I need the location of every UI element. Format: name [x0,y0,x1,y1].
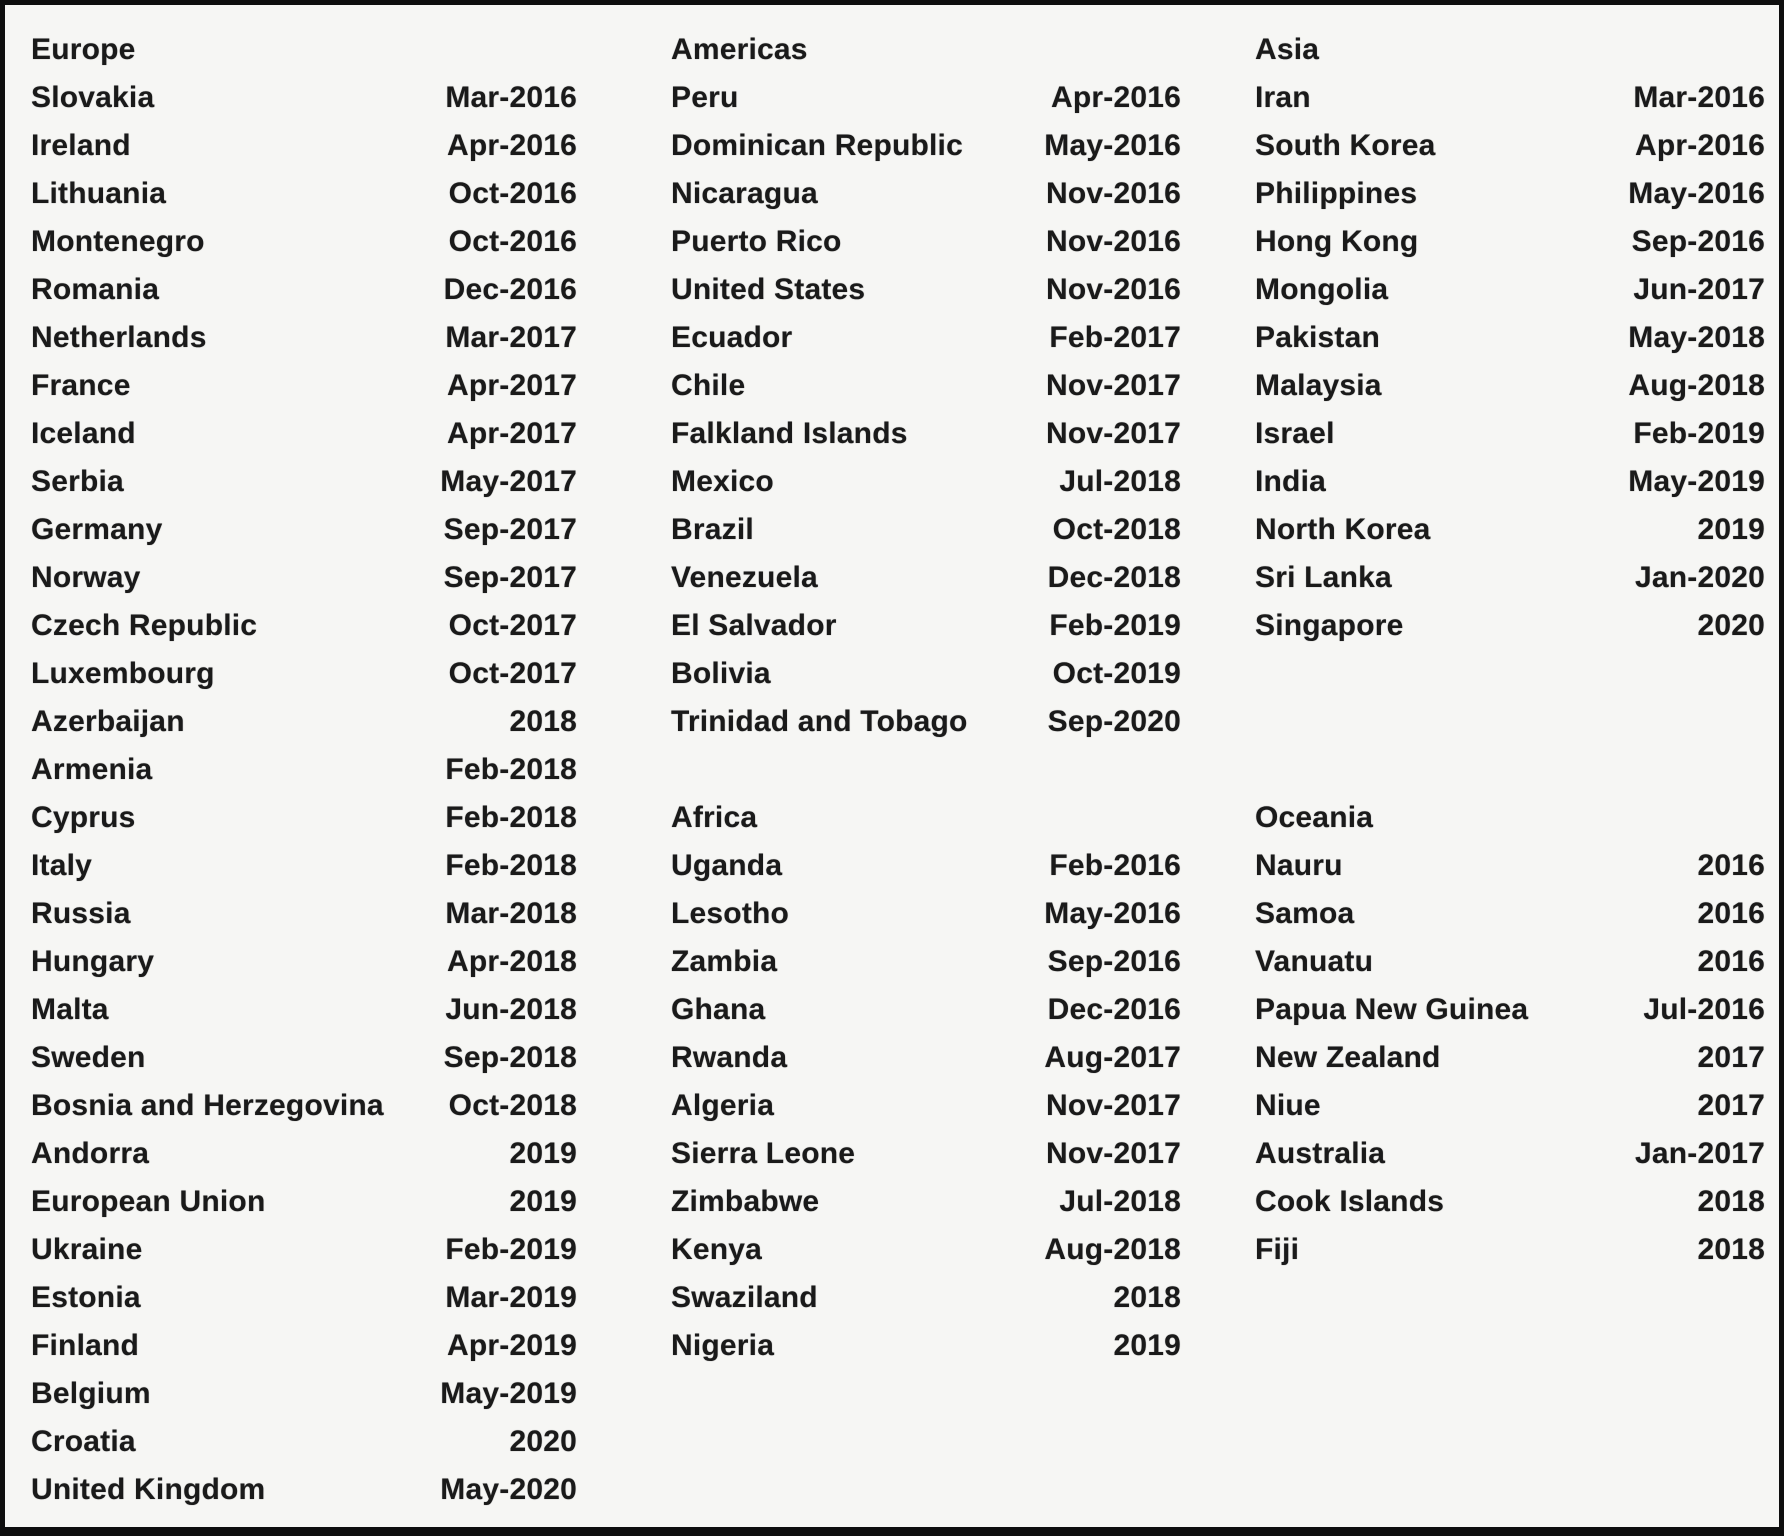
country-name: Pakistan [1255,321,1380,354]
table-row [1255,938,1765,986]
date-value: Oct-2018 [448,1089,577,1122]
country-name: Cyprus [31,801,136,834]
table-row [31,314,577,362]
country-name: Norway [31,561,141,594]
date-value: Apr-2017 [447,369,577,402]
table-row [671,650,1181,698]
date-value: Apr-2017 [447,417,577,450]
country-name: South Korea [1255,129,1436,162]
table-row [31,794,577,842]
table-row [31,170,577,218]
country-name: Vanuatu [1255,945,1374,978]
section-title: Europe [31,33,136,66]
date-value: Nov-2017 [1045,417,1181,450]
date-value: Nov-2017 [1045,1089,1181,1122]
table-row [1255,410,1765,458]
country-name: European Union [31,1185,266,1218]
date-value: 2017 [1697,1041,1765,1074]
country-name: Ecuador [671,321,793,354]
section-title: Africa [671,801,758,834]
table-row [31,602,577,650]
table-row [31,410,577,458]
country-name: Belgium [31,1377,151,1410]
table-row [1255,266,1765,314]
table-row [1255,506,1765,554]
table-row [671,1274,1181,1322]
date-value: Sep-2020 [1047,705,1181,738]
table-row [671,74,1181,122]
country-name: Papua New Guinea [1255,993,1529,1026]
date-value: Sep-2017 [443,561,577,594]
date-value: Sep-2016 [1631,225,1765,258]
country-name: Ukraine [31,1233,143,1266]
country-name: Nigeria [671,1329,775,1362]
date-value: Oct-2017 [448,609,577,642]
country-name: Swaziland [671,1281,818,1314]
date-value: Mar-2016 [1633,81,1765,114]
country-name: Australia [1255,1137,1386,1170]
country-name: Estonia [31,1281,141,1314]
table-row [31,362,577,410]
table-row [31,1130,577,1178]
date-value: 2020 [509,1425,577,1458]
country-name: Singapore [1255,609,1404,642]
country-name: Fiji [1255,1233,1300,1266]
date-value: Oct-2017 [448,657,577,690]
date-value: 2020 [1697,609,1765,642]
table-row [671,314,1181,362]
country-name: Kenya [671,1233,763,1266]
table-row [31,1226,577,1274]
date-value: Dec-2016 [1047,993,1181,1026]
table-row [1255,986,1765,1034]
table-row [1255,842,1765,890]
date-value: Jan-2020 [1634,561,1765,594]
date-value: Oct-2016 [448,225,577,258]
country-name: Puerto Rico [671,225,842,258]
date-value: Feb-2019 [445,1233,577,1266]
country-name: Netherlands [31,321,207,354]
table-row [1255,1034,1765,1082]
table-row [671,458,1181,506]
country-name: Armenia [31,753,153,786]
date-value: May-2019 [440,1377,577,1410]
date-value: Mar-2019 [445,1281,577,1314]
table-row [31,986,577,1034]
country-name: El Salvador [671,609,837,642]
section-header-europe [31,26,577,74]
date-value: 2019 [509,1137,577,1170]
country-name: Bolivia [671,657,771,690]
date-value: 2018 [1697,1233,1765,1266]
table-row [671,218,1181,266]
section-title: Americas [671,33,808,66]
table-row [671,122,1181,170]
country-name: Nicaragua [671,177,818,210]
date-value: Aug-2018 [1044,1233,1181,1266]
column-americas-africa [671,26,1181,1526]
table-row [31,698,577,746]
country-name: Ghana [671,993,766,1026]
date-value: Mar-2017 [445,321,577,354]
table-row [671,554,1181,602]
country-name: Algeria [671,1089,775,1122]
date-value: May-2017 [440,465,577,498]
country-name: Montenegro [31,225,205,258]
country-name: Nauru [1255,849,1343,882]
table-row [671,938,1181,986]
table-row [31,506,577,554]
table-row [671,1034,1181,1082]
country-name: Brazil [671,513,754,546]
date-value: 2018 [1697,1185,1765,1218]
table-row [31,1322,577,1370]
date-value: Aug-2017 [1044,1041,1181,1074]
table-row [671,410,1181,458]
section-title: Asia [1255,33,1320,66]
table-row [31,890,577,938]
country-name: Venezuela [671,561,818,594]
country-name: Chile [671,369,746,402]
date-value: May-2019 [1628,465,1765,498]
date-value: 2016 [1697,897,1765,930]
date-value: 2018 [1113,1281,1181,1314]
table-row [31,122,577,170]
country-name: Rwanda [671,1041,788,1074]
country-name: Germany [31,513,163,546]
date-value: 2019 [509,1185,577,1218]
date-value: Mar-2016 [445,81,577,114]
date-value: Sep-2016 [1047,945,1181,978]
country-name: Mongolia [1255,273,1389,306]
country-name: Uganda [671,849,783,882]
date-value: Apr-2016 [1635,129,1765,162]
country-name: Niue [1255,1089,1321,1122]
country-name: Zambia [671,945,778,978]
country-name: Dominican Republic [671,129,963,162]
section-header-asia [1255,26,1765,74]
table-row [671,506,1181,554]
table-row [1255,122,1765,170]
date-value: 2016 [1697,945,1765,978]
date-value: Apr-2018 [447,945,577,978]
country-name: Peru [671,81,739,114]
table-row [671,1082,1181,1130]
date-value: Feb-2018 [445,753,577,786]
table-row [1255,218,1765,266]
table-row [671,1130,1181,1178]
country-name: Falkland Islands [671,417,908,450]
country-name: Lesotho [671,897,790,930]
country-name: Samoa [1255,897,1355,930]
date-value: Feb-2018 [445,849,577,882]
date-value: May-2016 [1628,177,1765,210]
table-row [31,1034,577,1082]
table-row [671,362,1181,410]
date-value: May-2018 [1628,321,1765,354]
table-row [1255,602,1765,650]
table-row [671,698,1181,746]
table-row [31,1082,577,1130]
country-name: Lithuania [31,177,167,210]
country-name: Trinidad and Tobago [671,705,968,738]
country-name: Russia [31,897,131,930]
country-name: Malaysia [1255,369,1382,402]
date-value: 2016 [1697,849,1765,882]
country-name: Sierra Leone [671,1137,856,1170]
country-name: United States [671,273,866,306]
table-row [1255,1130,1765,1178]
table-row [1255,458,1765,506]
date-value: Jun-2017 [1633,273,1765,306]
date-value: May-2016 [1044,129,1181,162]
table-row [31,554,577,602]
date-value: Dec-2018 [1047,561,1181,594]
table-row [31,458,577,506]
table-row [31,746,577,794]
country-name: Romania [31,273,160,306]
country-name: Italy [31,849,93,882]
table-row [31,1178,577,1226]
table-row [1255,1226,1765,1274]
date-value: Oct-2019 [1052,657,1181,690]
table-row [31,842,577,890]
country-name: Sri Lanka [1255,561,1392,594]
country-name: Croatia [31,1425,136,1458]
table-row [1255,362,1765,410]
table-row [671,1178,1181,1226]
date-value: Nov-2016 [1045,273,1181,306]
table-row [671,602,1181,650]
table-row [1255,1082,1765,1130]
table-row [31,266,577,314]
table-row [671,1322,1181,1370]
table-row [671,170,1181,218]
date-value: 2019 [1697,513,1765,546]
date-value: Feb-2019 [1049,609,1181,642]
date-value: Jul-2018 [1059,1185,1181,1218]
country-name: Malta [31,993,109,1026]
date-value: 2017 [1697,1089,1765,1122]
table-row [31,1274,577,1322]
date-value: Nov-2016 [1045,225,1181,258]
country-name: Ireland [31,129,131,162]
section-header-oceania [1255,794,1765,842]
date-value: Feb-2018 [445,801,577,834]
country-name: Luxembourg [31,657,215,690]
country-name: France [31,369,131,402]
country-name: North Korea [1255,513,1431,546]
country-name: Czech Republic [31,609,258,642]
country-name: Iran [1255,81,1311,114]
table-row [31,1370,577,1418]
table-row [671,266,1181,314]
column-europe [31,26,577,1526]
date-value: Feb-2016 [1049,849,1181,882]
country-name: Slovakia [31,81,155,114]
date-value: Sep-2017 [443,513,577,546]
date-value: Jun-2018 [445,993,577,1026]
table-row [1255,890,1765,938]
section-header-africa [671,794,1181,842]
table-row [1255,1178,1765,1226]
date-value: Aug-2018 [1628,369,1765,402]
table-row [31,1418,577,1466]
country-name: Israel [1255,417,1335,450]
date-value: Jan-2017 [1634,1137,1765,1170]
table-row [31,938,577,986]
country-name: Iceland [31,417,136,450]
table-row [1255,314,1765,362]
country-name: Azerbaijan [31,705,185,738]
date-value: Nov-2017 [1045,369,1181,402]
country-name: Sweden [31,1041,146,1074]
country-name: Serbia [31,465,124,498]
date-value: Mar-2018 [445,897,577,930]
country-name: Hungary [31,945,155,978]
section-header-americas [671,26,1181,74]
table-row [31,1466,577,1514]
country-name: Andorra [31,1137,150,1170]
country-name: Philippines [1255,177,1418,210]
date-value: Jul-2016 [1643,993,1765,1026]
country-name: United Kingdom [31,1473,266,1506]
date-value: Jul-2018 [1059,465,1181,498]
date-value: May-2016 [1044,897,1181,930]
date-value: Apr-2019 [447,1329,577,1362]
date-value: Oct-2018 [1052,513,1181,546]
table-row [671,842,1181,890]
table-row [1255,554,1765,602]
table-row [671,986,1181,1034]
date-value: Feb-2019 [1633,417,1765,450]
date-value: May-2020 [440,1473,577,1506]
date-value: Nov-2017 [1045,1137,1181,1170]
country-name: New Zealand [1255,1041,1441,1074]
country-name: India [1255,465,1327,498]
table-row [31,218,577,266]
country-name: Hong Kong [1255,225,1419,258]
date-value: 2019 [1113,1329,1181,1362]
date-value: Oct-2016 [448,177,577,210]
table-row [31,650,577,698]
date-value: Nov-2016 [1045,177,1181,210]
table-row [31,74,577,122]
table-row [1255,170,1765,218]
table-row [671,1226,1181,1274]
date-value: Feb-2017 [1049,321,1181,354]
country-name: Cook Islands [1255,1185,1445,1218]
country-name: Bosnia and Herzegovina [31,1089,384,1122]
country-name: Mexico [671,465,774,498]
column-asia-oceania [1255,26,1765,1526]
date-value: 2018 [509,705,577,738]
section-title: Oceania [1255,801,1374,834]
date-value: Dec-2016 [443,273,577,306]
country-name: Zimbabwe [671,1185,820,1218]
date-value: Sep-2018 [443,1041,577,1074]
date-value: Apr-2016 [1051,81,1181,114]
table-row [1255,74,1765,122]
date-value: Apr-2016 [447,129,577,162]
table-row [671,890,1181,938]
country-name: Finland [31,1329,140,1362]
